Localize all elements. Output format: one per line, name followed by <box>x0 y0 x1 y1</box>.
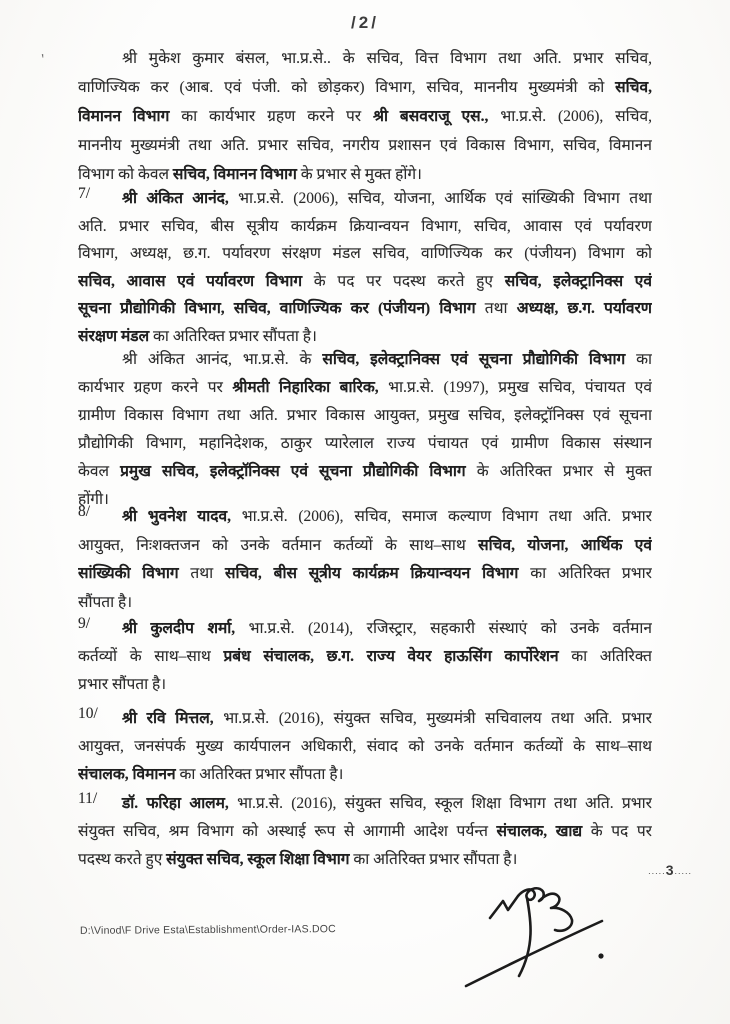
body-text: भा.प्र.से. (2006), सचिव, योजना, आर्थिक एवं सांख्यिकी विभाग तथा <box>228 190 652 207</box>
text-line <box>78 131 652 160</box>
text-line <box>78 402 652 430</box>
text-line <box>78 671 652 699</box>
body-text: का <box>625 351 652 368</box>
text-line <box>78 761 652 789</box>
body-text: भा.प्र.से. (2016), संयुक्त सचिव, मुख्यमंत्री सचिवालय तथा अति. प्रभार <box>213 710 652 727</box>
emphasized-text: सचिव, विमानन विभाग <box>172 166 297 183</box>
body-text: संयुक्त सचिव, श्रम विभाग को अस्थाई रूप से आगामी आदेश पर्यन्त <box>78 823 497 840</box>
emphasized-text: विमानन विभाग <box>78 108 170 125</box>
emphasized-text: संयुक्त सचिव, स्कूल शिक्षा विभाग <box>166 851 350 868</box>
emphasized-text: सूचना प्रौद्योगिकी विभाग, सचिव, वाणिज्यिक कर (पंजीयन) विभाग <box>78 300 476 317</box>
text-line <box>78 503 652 532</box>
body-text: माननीय मुख्यमंत्री तथा अति. प्रभार सचिव, नगरीय प्रशासन एवं विकास विभाग, सचिव, विमानन <box>78 137 652 154</box>
text-line <box>78 268 652 296</box>
text-line <box>78 705 652 733</box>
body-text: के पद पर <box>582 823 652 840</box>
body-text: प्रौद्योगिकी विभाग, महानिदेशक, ठाकुर प्यारेलाल राज्य पंचायत एवं ग्रामीण विकास संस्थान <box>78 435 652 452</box>
text-line <box>78 240 652 268</box>
item-number: 8/ <box>78 503 91 520</box>
body-text: होंगी। <box>78 491 109 508</box>
emphasized-text: सचिव, इलेक्ट्रानिक्स एवं <box>504 272 652 290</box>
text-line <box>78 374 652 402</box>
body-text: ग्रामीण विकास विभाग तथा अति. प्रभार विकास आयुक्त, प्रमुख सचिव, इलेक्ट्रॉनिक्स एवं सूचना <box>78 407 652 424</box>
body-text: सौंपता है। <box>78 593 133 611</box>
body-text: का अतिरिक्त प्रभार सौंपता है। <box>149 327 317 345</box>
body-text: अति. प्रभार सचिव, बीस सूत्रीय कार्यक्रम क्रियान्वयन विभाग, सचिव, आवास एवं पर्यावरण <box>78 217 652 235</box>
emphasized-text: श्री अंकित आनंद, <box>122 190 229 207</box>
text-line <box>78 790 652 818</box>
text-line <box>78 44 652 73</box>
text-line <box>78 430 652 458</box>
body-text: का अतिरिक्त <box>558 648 652 665</box>
body-text: का कार्यभार ग्रहण करने पर <box>169 108 373 125</box>
order-item-paragraph <box>78 503 652 617</box>
text-line <box>78 560 652 589</box>
body-text: के प्रभार से मुक्त होंगे। <box>296 166 422 183</box>
emphasized-text: प्रबंध संचालक, छ.ग. राज्य वेयर हाऊसिंग कार्पोरेशन <box>223 648 559 665</box>
continuation-dots-right: ..... <box>674 866 692 876</box>
order-item-paragraph <box>78 790 652 874</box>
item-number: 11/ <box>78 790 98 807</box>
body-text: श्री अंकित आनंद, भा.प्र.से. के <box>122 351 323 368</box>
body-text: विभाग, अध्यक्ष, छ.ग. पर्यावरण संरक्षण मंडल सचिव, वाणिज्यिक कर (पंजीयन) विभाग को <box>78 245 652 262</box>
text-line <box>78 733 652 761</box>
text-line <box>78 73 652 102</box>
emphasized-text: संरक्षण मंडल <box>78 327 150 345</box>
emphasized-text: संचालक, विमानन <box>78 766 176 783</box>
body-text: आयुक्त, जनसंपर्क मुख्य कार्यपालन अधिकारी, संवाद को उनके वर्तमान कर्तव्यों के साथ–साथ <box>78 738 652 755</box>
body-text: कर्तव्यों के साथ–साथ <box>78 648 224 665</box>
emphasized-text: श्री भुवनेश यादव, <box>122 508 231 525</box>
body-text: आयुक्त, निःशक्तजन को उनके वर्तमान कर्तव्यों के साथ–साथ <box>78 536 479 554</box>
text-line <box>78 818 652 846</box>
order-item-paragraph <box>78 185 652 350</box>
emphasized-text: अध्यक्ष, छ.ग. पर्यावरण <box>516 300 652 317</box>
scan-artifact-mark: ' <box>40 51 46 69</box>
body-text: भा.प्र.से. (2014), रजिस्ट्रार, सहकारी संस्थाएं को उनके वर्तमान <box>235 620 652 637</box>
body-text: भा.प्र.से. (2006), सचिव, समाज कल्याण विभाग तथा अति. प्रभार <box>230 508 652 525</box>
paragraph <box>78 346 652 514</box>
emphasized-text: संचालक, खाद्य <box>496 823 583 840</box>
continuation-dots-left: ..... <box>648 866 666 876</box>
text-line <box>78 185 652 213</box>
order-item-paragraph <box>78 705 652 789</box>
text-line <box>78 458 652 486</box>
body-text: प्रभार सौंपता है। <box>78 676 167 693</box>
text-line <box>78 846 652 874</box>
body-text: तथा <box>178 565 225 582</box>
emphasized-text: श्री बसवराजू एस., <box>373 108 489 125</box>
paragraph <box>78 44 652 189</box>
text-line <box>78 295 652 323</box>
body-text: भा.प्र.से. (2006), सचिव, <box>488 108 652 125</box>
body-text: श्री मुकेश कुमार बंसल, भा.प्र.से.. के सचिव, वित्त विभाग तथा अति. प्रभार सचिव, <box>122 50 652 67</box>
text-line <box>78 346 652 374</box>
body-text: भा.प्र.से. (1997), प्रमुख सचिव, पंचायत एवं <box>378 379 652 396</box>
text-line <box>78 102 652 131</box>
emphasized-text: सचिव, आवास एवं पर्यावरण विभाग <box>78 272 303 290</box>
signature-scribble-icon <box>460 874 610 992</box>
body-text: पदस्थ करते हुए <box>78 851 167 868</box>
body-text: के अतिरिक्त प्रभार से मुक्त <box>465 463 652 480</box>
continuation-page-indicator <box>648 862 692 878</box>
emphasized-text: श्री कुलदीप शर्मा, <box>122 620 236 637</box>
emphasized-text: सांख्यिकी विभाग <box>78 565 179 582</box>
text-line <box>78 532 652 561</box>
document-body <box>78 0 652 900</box>
emphasized-text: श्री रवि मित्तल, <box>122 710 214 727</box>
page-number: /2/ <box>351 13 379 32</box>
body-text: विभाग को केवल <box>78 166 173 183</box>
body-text: वाणिज्यिक कर (आब. एवं पंजी. को छोड़कर) विभाग, सचिव, माननीय मुख्यमंत्री को <box>78 79 616 96</box>
text-line <box>78 589 652 618</box>
body-text: का अतिरिक्त प्रभार सौंपता है। <box>349 851 518 868</box>
text-line <box>78 213 652 241</box>
body-text: तथा <box>475 300 517 317</box>
item-number: 10/ <box>78 705 98 722</box>
text-line <box>78 643 652 671</box>
body-text: भा.प्र.से. (2016), संयुक्त सचिव, स्कूल शिक्षा विभाग तथा अति. प्रभार <box>228 795 652 812</box>
item-number: 7/ <box>78 185 91 202</box>
emphasized-text: प्रमुख सचिव, इलेक्ट्रॉनिक्स एवं सूचना प्रौद्योगिकी विभाग <box>120 463 466 480</box>
emphasized-text: सचिव, <box>615 79 652 96</box>
body-text: का अतिरिक्त प्रभार <box>518 565 652 582</box>
text-line <box>78 615 652 643</box>
body-text: कार्यभार ग्रहण करने पर <box>78 379 233 396</box>
emphasized-text: डॉ. फरिहा आलम, <box>122 795 229 812</box>
emphasized-text: सचिव, बीस सूत्रीय कार्यक्रम क्रियान्वयन विभाग <box>224 565 519 582</box>
document-file-path: D:\Vinod\F Drive Esta\Establishment\Order-IAS.DOC <box>79 923 336 937</box>
body-text: केवल <box>78 463 121 480</box>
order-item-paragraph <box>78 615 652 699</box>
emphasized-text: सचिव, योजना, आर्थिक एवं <box>478 536 652 554</box>
emphasized-text: सचिव, इलेक्ट्रानिक्स एवं सूचना प्रौद्योगिकी विभाग <box>322 351 626 368</box>
body-text: के पद पर पदस्थ करते हुए <box>302 272 505 290</box>
continuation-next-page: 3 <box>665 862 675 878</box>
body-text: का अतिरिक्त प्रभार सौंपता है। <box>175 766 344 783</box>
emphasized-text: श्रीमती निहारिका बारिक, <box>232 379 379 396</box>
item-number: 9/ <box>78 615 91 632</box>
